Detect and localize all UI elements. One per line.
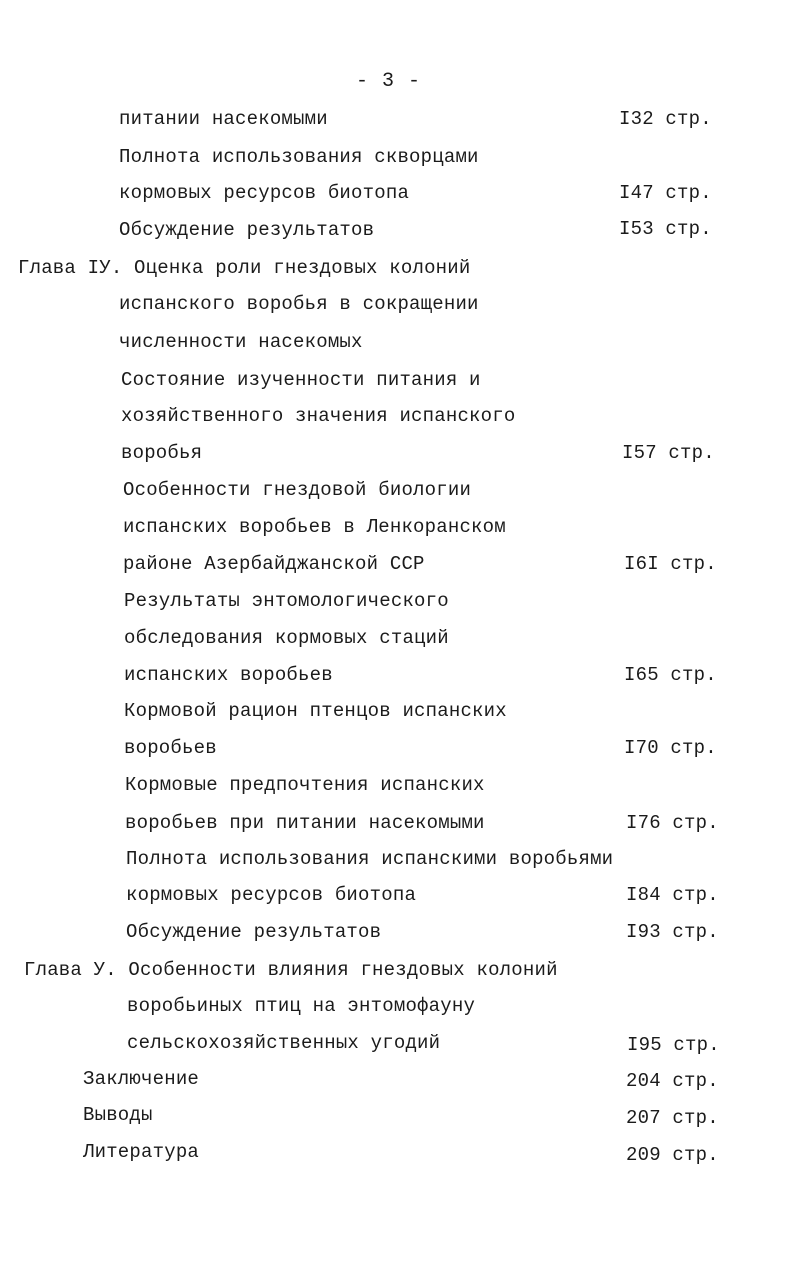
toc-line-text: Кормовой рацион птенцов испанских <box>124 700 507 722</box>
toc-line-text: испанского воробья в сокращении <box>119 293 479 315</box>
page-number: - 3 - <box>356 70 422 93</box>
toc-line-text: кормовых ресурсов биотопа <box>126 884 417 906</box>
toc-line-page: I93 стр. <box>626 921 719 943</box>
toc-line-text: Литература <box>83 1141 200 1163</box>
toc-line-text: испанских воробьев в Ленкоранском <box>123 516 506 538</box>
toc-line-text: сельскохозяйственных угодий <box>127 1032 441 1054</box>
toc-line-text: Результаты энтомологического <box>124 590 449 612</box>
toc-line-text: Полнота использования скворцами <box>119 146 479 168</box>
toc-line-text: Состояние изученности питания и <box>121 369 481 391</box>
toc-line-page: I70 стр. <box>624 737 717 759</box>
toc-line-page: I53 стр. <box>619 218 712 240</box>
toc-line-text: Полнота использования испанскими воробьями <box>126 848 614 870</box>
toc-line-page: I84 стр. <box>626 884 719 906</box>
toc-line-text: воробьиных птиц на энтомофауну <box>127 995 476 1017</box>
toc-line-text: воробья <box>121 442 203 464</box>
toc-line-page: 207 стр. <box>626 1107 719 1129</box>
toc-line-text: воробьев <box>124 737 217 759</box>
toc-line-text: Выводы <box>83 1104 153 1126</box>
toc-line-text: Обсуждение результатов <box>119 219 375 241</box>
toc-line-text: кормовых ресурсов биотопа <box>119 182 410 204</box>
toc-line-page: I76 стр. <box>626 812 719 834</box>
toc-line-page: I32 стр. <box>619 108 712 130</box>
toc-line-page: I47 стр. <box>619 182 712 204</box>
chapter-heading: Глава У. Особенности влияния гнездовых колоний <box>24 959 558 981</box>
toc-line-text: воробьев при питании насекомыми <box>125 812 485 834</box>
toc-line-text: испанских воробьев <box>124 664 333 686</box>
toc-line-page: 204 стр. <box>626 1070 719 1092</box>
toc-line-text: Обсуждение результатов <box>126 921 382 943</box>
chapter-heading: Глава IУ. Оценка роли гнездовых колоний <box>18 257 471 279</box>
toc-line-text: Особенности гнездовой биологии <box>123 479 472 501</box>
toc-line-text: питании насекомыми <box>119 108 328 130</box>
toc-line-text: Кормовые предпочтения испанских <box>125 774 485 796</box>
toc-line-page: I57 стр. <box>622 442 715 464</box>
toc-line-page: I6I стр. <box>624 553 717 575</box>
toc-line-text: районе Азербайджанской ССР <box>123 553 425 575</box>
toc-line-page: 209 стр. <box>626 1144 719 1166</box>
toc-line-page: I65 стр. <box>624 664 717 686</box>
toc-line-text: обследования кормовых стаций <box>124 627 449 649</box>
toc-line-text: Заключение <box>83 1068 200 1090</box>
toc-line-text: хозяйственного значения испанского <box>121 405 516 427</box>
toc-line-text: численности насекомых <box>119 331 363 353</box>
toc-line-page: I95 стр. <box>627 1034 720 1056</box>
